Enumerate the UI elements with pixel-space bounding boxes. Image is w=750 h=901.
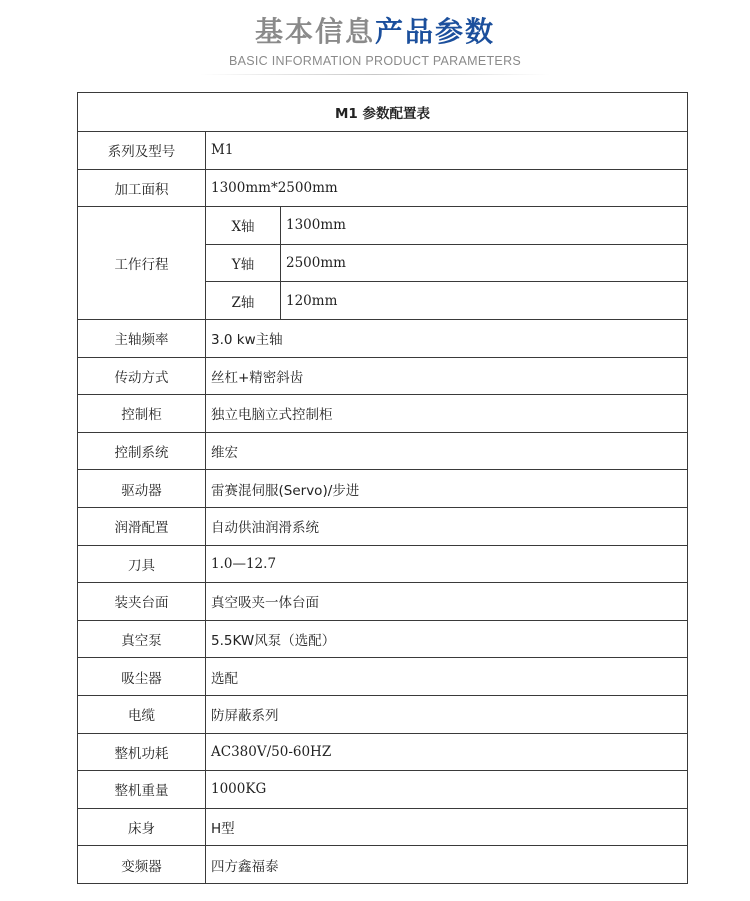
table-row: [78, 395, 688, 433]
axis-value: 2500mm: [281, 244, 688, 282]
row-label: 整机重量: [78, 771, 206, 809]
row-value: 1300mm*2500mm: [206, 169, 688, 207]
row-label: 加工面积: [78, 169, 206, 207]
table-row: [78, 658, 688, 696]
row-label: 润滑配置: [78, 507, 206, 545]
row-value: AC380V/50-60HZ: [206, 733, 688, 771]
row-value: 1.0—12.7: [206, 545, 688, 583]
row-value: 选配: [206, 658, 688, 696]
axis-value: 120mm: [281, 282, 688, 320]
section-title: [0, 12, 750, 52]
row-label: 刀具: [78, 545, 206, 583]
table-row: [78, 808, 688, 846]
axis-label: Y轴: [206, 244, 281, 282]
table-row: [78, 695, 688, 733]
row-value: 丝杠+精密斜齿: [206, 357, 688, 395]
section-header: [0, 12, 750, 68]
title-blue-part: 产品参数: [375, 15, 496, 48]
axis-label: X轴: [206, 207, 281, 245]
table-row: [78, 357, 688, 395]
title-gray-part: 基本信息: [254, 15, 375, 48]
table-row: [78, 207, 688, 245]
table-row: [78, 507, 688, 545]
row-value: 5.5KW风泵（选配）: [206, 620, 688, 658]
table-row: [78, 620, 688, 658]
table-row: [78, 432, 688, 470]
axis-label: Z轴: [206, 282, 281, 320]
table-row: [78, 319, 688, 357]
header-divider: [200, 74, 550, 75]
row-label: 真空泵: [78, 620, 206, 658]
row-label: 传动方式: [78, 357, 206, 395]
table-caption: M1 参数配置表: [78, 93, 688, 132]
row-value: 1000KG: [206, 771, 688, 809]
row-value: 四方鑫福泰: [206, 846, 688, 884]
table-row: [78, 733, 688, 771]
spec-table: [77, 92, 688, 884]
table-row: [78, 132, 688, 170]
row-value: H型: [206, 808, 688, 846]
row-label: 变频器: [78, 846, 206, 884]
table-row: [78, 846, 688, 884]
row-value: 自动供油润滑系统: [206, 507, 688, 545]
row-label: 吸尘器: [78, 658, 206, 696]
row-label: 主轴频率: [78, 319, 206, 357]
row-value: M1: [206, 132, 688, 170]
row-value: 雷赛混伺服(Servo)/步进: [206, 470, 688, 508]
table-row: [78, 470, 688, 508]
row-label: 床身: [78, 808, 206, 846]
row-value: 3.0 kw主轴: [206, 319, 688, 357]
table-row: [78, 583, 688, 621]
row-label: 工作行程: [78, 207, 206, 320]
table-row: [78, 169, 688, 207]
row-label: 系列及型号: [78, 132, 206, 170]
row-label: 驱动器: [78, 470, 206, 508]
table-row: [78, 771, 688, 809]
row-label: 控制柜: [78, 395, 206, 433]
row-value: 真空吸夹一体台面: [206, 583, 688, 621]
row-value: 独立电脑立式控制柜: [206, 395, 688, 433]
row-label: 电缆: [78, 695, 206, 733]
axis-value: 1300mm: [281, 207, 688, 245]
row-label: 控制系统: [78, 432, 206, 470]
row-label: 装夹台面: [78, 583, 206, 621]
row-value: 防屏蔽系列: [206, 695, 688, 733]
table-row: [78, 545, 688, 583]
section-subtitle: BASIC INFORMATION PRODUCT PARAMETERS: [228, 54, 522, 68]
row-value: 维宏: [206, 432, 688, 470]
row-label: 整机功耗: [78, 733, 206, 771]
